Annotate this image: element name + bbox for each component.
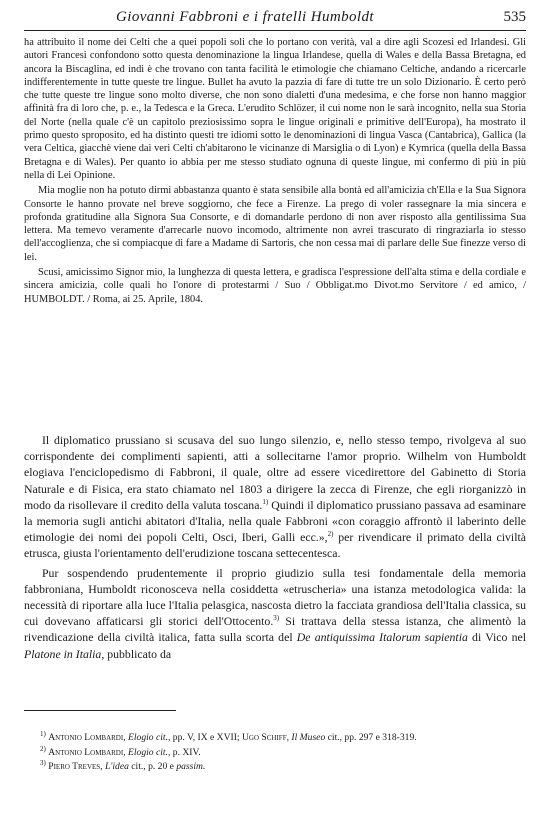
page-number: 535 — [503, 9, 526, 25]
footnote — [24, 760, 526, 775]
work-title: Il Museo — [291, 732, 326, 743]
text-run: di Vico nel — [467, 630, 526, 645]
author-name: Piero Treves, — [48, 761, 103, 772]
citation: pp. V, IX e XVII; — [170, 732, 242, 743]
text-run: Quindi il diplomatico prussiano passava ad esaminare la memoria sugli antichi abitatori d'Italia, nella quale Fabbroni «con coraggio affrontò il laberinto delle etimologie dei nomi dei popoli Celti, Osci, Iberi, Galli ecc.», — [24, 497, 526, 545]
footnote — [24, 746, 526, 761]
footnote — [24, 731, 526, 746]
citation: cit., pp. 297 e 318-319. — [325, 732, 417, 743]
text-run: per rivendicare il primato della civiltà etrusca, giusta l'orientamento dell'erudizione toscana settecentesca. — [24, 530, 526, 561]
running-header — [24, 8, 526, 31]
quote-paragraph: Scusi, amicissimo Signor mio, la lunghezza di questa lettera, e gradisca l'espressione dell'alta stima e della cordiale e sincera amicizia, colle quali ho l'onore di protestarmi / Suo / Obbligat.mo Divot.mo Servitore / ed amico, / HUMBOLDT. / Roma, ai 25. Aprile, 1804. — [24, 267, 526, 305]
main-text — [24, 432, 526, 665]
footnote-ref: 2) — [327, 530, 334, 539]
text-run: , pubblicato da — [101, 646, 172, 661]
citation: p. XIV. — [170, 746, 201, 758]
work-title: Platone in Italia — [24, 646, 102, 661]
quote-paragraph: ha attribuito il nome dei Celti che a quei popoli soli che lo portano con verità, val a dire agli Scozesi ed Irlandesi. Gli autori Francesi confondono sotto questa denominazione la lingua Irlandese, quella di Wales e della Bassa Bretagna, ed ancora la Biscaglina, ed indi è che trovano con tanta facilità le etimologie che chiamano Celtiche, andando a ricercarle indifferentemente in tutte queste tre lingue. Bullet ha avuto la pazzia di fare di tutte tre un solo Dizionario. È certo però che tutte queste tre lingue sono molto diverse, che non sono dialetti d'una medesima, e che forse non hanno maggior affinità fra di loro che, p. e., la Tedesca e la Greca. L'erudito Schlözer, il cui nome non le sarà incognito, nella sua Storia del Norte (nella quale c'è un capitolo preziosissimo sopra le lingue originali e primitive dell'Europa), ha mostrato il primo questo sproposito, ed ha distinto questi tre idiomi sotto le denominazioni di lingua Vasca (Cantabrica), Gallica (la vera Celtica, giacchè viene dai veri Celti ch'abitarono le vicinanze di Marsiglia o di Lyon) e Kymrica (quella della Bassa Bretagna e di Wales). Per quanto io abbia per me stesso studiato ognuna di queste lingue, mi confermo di più in più nella di Lei Opinione. — [24, 37, 526, 181]
text-run: Pur sospendendo prudentemente il proprio giudizio sulla tesi fondamentale della memoria fabbroniana, Humboldt riconosceva nella cosiddetta «etruscheria» una istanza metodologica valida: la necessità di riportare alla luce l'Italia pelasgica, nascosta dietro la facciata grandiosa dell'Italia classica, su cui dovevano affaticarsi gli storici dell'Ottocento. — [24, 565, 526, 629]
letter-quotation — [24, 36, 526, 308]
body-paragraph — [24, 432, 526, 562]
work-title: Elogio cit., — [128, 746, 171, 758]
work-title: L'idea — [104, 761, 129, 772]
text-run: Si trattava della stessa istanza, che alimentò la rivendicazione della civiltà italica, fatta sulla scorta del — [24, 614, 526, 645]
footnotes — [24, 731, 526, 775]
author-name: Antonio Lombardi, — [48, 746, 126, 758]
author-name: Antonio Lombardi, — [48, 732, 126, 743]
footnote-rule — [24, 710, 176, 711]
running-title: Giovanni Fabbroni e i fratelli Humboldt — [116, 9, 374, 25]
work-title: Elogio cit., — [128, 732, 171, 743]
footnote-ref: 3) — [273, 614, 280, 623]
work-title: passim. — [176, 761, 206, 772]
body-paragraph — [24, 565, 526, 662]
footnote-mark: 2) — [40, 744, 46, 753]
footnote-ref: 1) — [262, 497, 269, 506]
author-name: Ugo Schiff, — [241, 732, 289, 743]
work-title: De antiquissima Italorum sapientia — [296, 630, 468, 645]
footnote-mark: 1) — [40, 729, 46, 738]
text-run: Il diplomatico prussiano si scusava del suo lungo silenzio, e, nello stesso tempo, rivolgeva al suo corrispondente dei complimenti sapienti, atti a sollecitarne l'amor proprio. Wilhelm von Humboldt elogiava l'enciclopedismo di Fabbroni, il quale, oltre ad essere vicedirettore del Gabinetto di Storia Naturale e di Fisica, era stato chiamato nel 1803 a dirigere la zecca di Firenze, che egli riorganizzò in modo da risollevare il credito della valuta toscana. — [24, 433, 526, 512]
citation: cit., p. 20 e — [128, 761, 177, 772]
footnote-mark: 3) — [40, 758, 46, 767]
quote-paragraph: Mia moglie non ha potuto dirmi abbastanza quanto è stata sensibile alla bontà ed all'amicizia ch'Ella e la Sua Signora Consorte le hanno provate nel breve soggiorno, che fece a Firenze. La prego di voler rassegnare la mia sincera e profonda gratitudine alla Signora Sua Consorte, e di domandarle perdono di non aver risposto alla gentilissima Sua lettera. Ma temevo veramente d'arrecarle nuovo incomodo, altrimente non avrei trascurato di ringraziarla io stesso dell'accoglienza, che si compiacque di fare a Madame di Sartoris, che non cessa mai di parlare delle Sue finezze verso di lei. — [24, 185, 526, 263]
